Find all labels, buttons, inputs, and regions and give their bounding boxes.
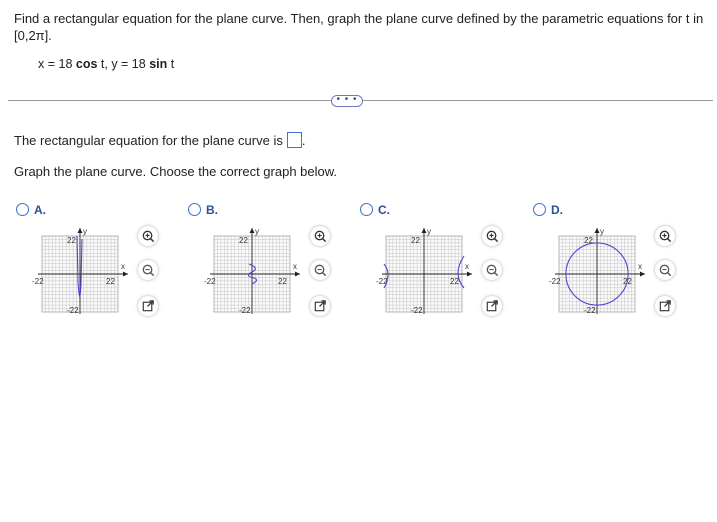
zoom-out-icon xyxy=(484,262,500,278)
option-label: A. xyxy=(34,203,46,217)
expand-button[interactable]: • • • xyxy=(331,95,363,107)
x-max-label: 22 xyxy=(106,277,115,286)
open-external-icon xyxy=(140,298,156,314)
option-a[interactable] xyxy=(16,202,176,322)
x-min-label: -22 xyxy=(549,277,561,286)
x-min-label: -22 xyxy=(204,277,216,286)
zoom-out-button[interactable] xyxy=(655,260,675,280)
y-max-label: 22 xyxy=(584,236,593,245)
x-min-label: -22 xyxy=(376,277,388,286)
option-radio[interactable] xyxy=(533,203,546,216)
y-min-label: -22 xyxy=(411,306,423,315)
zoom-out-icon xyxy=(140,262,156,278)
open-external-button[interactable] xyxy=(310,296,330,316)
option-label: D. xyxy=(551,203,563,217)
y-min-label: -22 xyxy=(67,306,79,315)
open-external-button[interactable] xyxy=(655,296,675,316)
option-graph xyxy=(376,224,486,320)
answer-input-box[interactable] xyxy=(287,132,302,148)
option-radio[interactable] xyxy=(16,203,29,216)
open-external-button[interactable] xyxy=(138,296,158,316)
y-axis-label: y xyxy=(83,227,87,236)
option-label: B. xyxy=(206,203,218,217)
x-axis-label: x xyxy=(121,262,125,271)
zoom-in-icon xyxy=(140,228,156,244)
zoom-in-button[interactable] xyxy=(482,226,502,246)
x-min-label: -22 xyxy=(32,277,44,286)
option-radio[interactable] xyxy=(360,203,373,216)
zoom-in-button[interactable] xyxy=(310,226,330,246)
zoom-in-icon xyxy=(312,228,328,244)
open-external-icon xyxy=(657,298,673,314)
y-max-label: 22 xyxy=(239,236,248,245)
x-axis-label: x xyxy=(293,262,297,271)
y-axis-label: y xyxy=(255,227,259,236)
eq-sin: sin xyxy=(149,57,168,71)
zoom-out-button[interactable] xyxy=(310,260,330,280)
eq-cos: cos xyxy=(75,57,98,71)
x-max-label: 22 xyxy=(623,277,632,286)
option-graph xyxy=(549,224,659,320)
option-graph xyxy=(32,224,142,320)
graph-prompt: Graph the plane curve. Choose the correct graph below. xyxy=(14,164,338,179)
zoom-out-button[interactable] xyxy=(482,260,502,280)
x-axis-label: x xyxy=(465,262,469,271)
open-external-button[interactable] xyxy=(482,296,502,316)
rectangular-equation-row xyxy=(14,132,305,148)
option-graph xyxy=(204,224,314,320)
x-axis-label: x xyxy=(638,262,642,271)
option-radio[interactable] xyxy=(188,203,201,216)
y-min-label: -22 xyxy=(239,306,251,315)
zoom-out-button[interactable] xyxy=(138,260,158,280)
zoom-in-icon xyxy=(657,228,673,244)
question-prompt: Find a rectangular equation for the plane curve. Then, graph the plane curve defined by the parametric equations for t in [0,2π]. xyxy=(14,11,704,43)
y-axis-label: y xyxy=(427,227,431,236)
zoom-out-icon xyxy=(657,262,673,278)
y-max-label: 22 xyxy=(411,236,420,245)
parametric-equations xyxy=(38,57,174,71)
zoom-in-icon xyxy=(484,228,500,244)
option-label: C. xyxy=(378,203,390,217)
eq-part-mid: t, y = 18 xyxy=(97,57,150,71)
y-min-label: -22 xyxy=(584,306,596,315)
y-axis-label: y xyxy=(600,227,604,236)
option-c[interactable] xyxy=(360,202,520,322)
eq-part-end: t xyxy=(167,57,175,71)
zoom-out-icon xyxy=(312,262,328,278)
y-max-label: 22 xyxy=(67,236,76,245)
zoom-in-button[interactable] xyxy=(138,226,158,246)
period: . xyxy=(301,133,306,148)
rectangular-equation-prompt: The rectangular equation for the plane curve is xyxy=(14,133,283,148)
open-external-icon xyxy=(484,298,500,314)
x-max-label: 22 xyxy=(278,277,287,286)
zoom-in-button[interactable] xyxy=(655,226,675,246)
eq-part-x: x = 18 xyxy=(38,57,76,71)
option-b[interactable] xyxy=(188,202,348,322)
x-max-label: 22 xyxy=(450,277,459,286)
open-external-icon xyxy=(312,298,328,314)
option-d[interactable] xyxy=(533,202,693,322)
